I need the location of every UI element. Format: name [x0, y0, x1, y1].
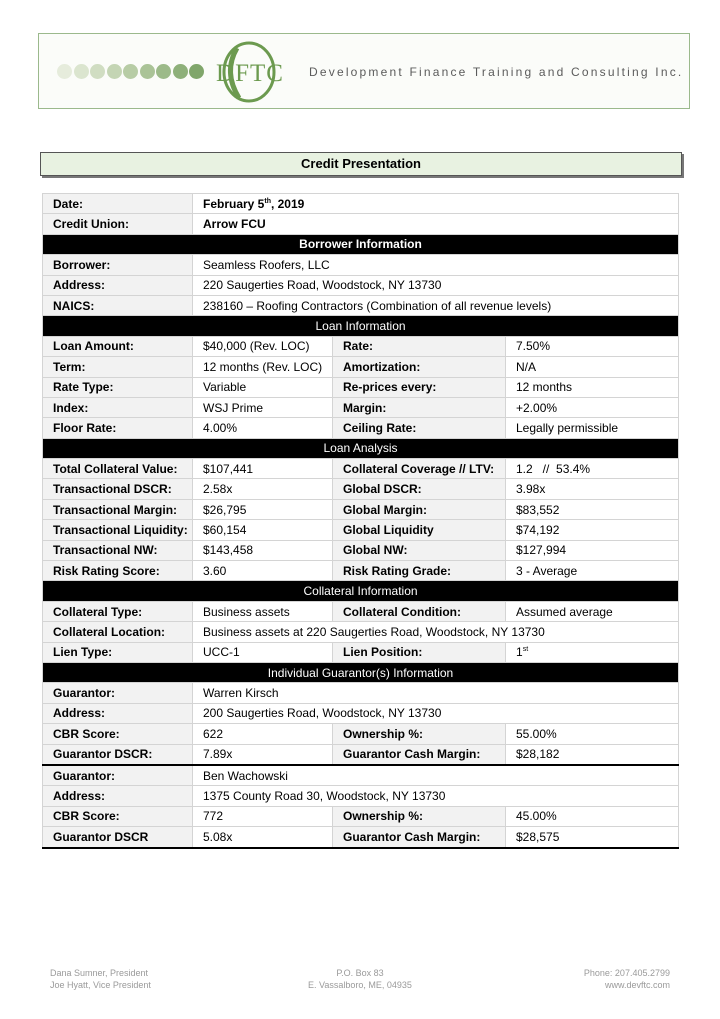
logo-text: DFTC: [216, 60, 284, 87]
table-row: [43, 255, 679, 275]
table-row: [43, 827, 679, 848]
guarantor-address-label: Address:: [43, 786, 193, 806]
ownership-value: 55.00%: [506, 724, 679, 744]
collateral-location-label: Collateral Location:: [43, 622, 193, 642]
footer-center: [300, 967, 420, 991]
guarantor-dscr-value: 7.89x: [193, 744, 333, 765]
decorative-dot: [156, 64, 171, 79]
collateral-heading: Collateral Information: [43, 581, 679, 601]
cell-value: $107,441: [193, 459, 333, 479]
letterhead: [38, 33, 690, 109]
collateral-condition-label: Collateral Condition:: [333, 601, 506, 621]
cell-label: Term:: [43, 357, 193, 377]
cell-label: Global DSCR:: [333, 479, 506, 499]
footer-left: [50, 967, 151, 991]
cell-label: Floor Rate:: [43, 418, 193, 438]
guarantor-address-label: Address:: [43, 703, 193, 723]
lien-position-value: 1st: [506, 642, 679, 662]
footer-phone: Phone: 207.405.2799: [583, 968, 670, 978]
guarantor-margin-value: $28,182: [506, 744, 679, 765]
table-row: [43, 806, 679, 826]
guarantor-value: Warren Kirsch: [193, 683, 679, 703]
cell-label: Transactional DSCR:: [43, 479, 193, 499]
cell-value: $26,795: [193, 499, 333, 519]
table-row: [43, 724, 679, 744]
cell-value: 4.00%: [193, 418, 333, 438]
cell-label: Margin:: [333, 397, 506, 417]
cell-label: Global Margin:: [333, 499, 506, 519]
cell-label: Transactional Liquidity:: [43, 520, 193, 540]
table-row: [43, 336, 679, 356]
table-row: [43, 357, 679, 377]
table-row: [43, 744, 679, 765]
ownership-value: 45.00%: [506, 806, 679, 826]
lien-type-label: Lien Type:: [43, 642, 193, 662]
cell-value: +2.00%: [506, 397, 679, 417]
guarantor-label: Guarantor:: [43, 765, 193, 786]
table-row: [43, 479, 679, 499]
cell-label: Global Liquidity: [333, 520, 506, 540]
guarantor-margin-label: Guarantor Cash Margin:: [333, 744, 506, 765]
cell-label: Global NW:: [333, 540, 506, 560]
ownership-label: Ownership %:: [333, 724, 506, 744]
dftc-logo-icon: [209, 40, 291, 104]
table-row: [43, 295, 679, 315]
cell-value: 12 months (Rev. LOC): [193, 357, 333, 377]
cell-label: Rate:: [333, 336, 506, 356]
decorative-dot: [173, 64, 188, 79]
loan-analysis-heading: Loan Analysis: [43, 438, 679, 458]
table-row: [43, 765, 679, 786]
address-value: 220 Saugerties Road, Woodstock, NY 13730: [193, 275, 679, 295]
table-row: [43, 786, 679, 806]
borrower-heading: Borrower Information: [43, 234, 679, 254]
lien-type-value: UCC-1: [193, 642, 333, 662]
decorative-dot: [123, 64, 138, 79]
cell-label: Risk Rating Grade:: [333, 561, 506, 581]
borrower-label: Borrower:: [43, 255, 193, 275]
table-row: [43, 540, 679, 560]
footer-right: [584, 967, 670, 991]
cell-value: 3 - Average: [506, 561, 679, 581]
cell-label: Re-prices every:: [333, 377, 506, 397]
table-row: [43, 377, 679, 397]
cell-value: Variable: [193, 377, 333, 397]
cbr-label: CBR Score:: [43, 806, 193, 826]
cell-value: $143,458: [193, 540, 333, 560]
table-row: [43, 194, 679, 214]
cell-value: 7.50%: [506, 336, 679, 356]
guarantor-address-value: 200 Saugerties Road, Woodstock, NY 13730: [193, 703, 679, 723]
cell-label: Total Collateral Value:: [43, 459, 193, 479]
cell-label: Transactional Margin:: [43, 499, 193, 519]
cell-label: Collateral Coverage // LTV:: [333, 459, 506, 479]
section-header: [43, 438, 679, 458]
date-value: February 5th, 2019: [193, 194, 679, 214]
cell-label: Transactional NW:: [43, 540, 193, 560]
cell-label: Loan Amount:: [43, 336, 193, 356]
naics-label: NAICS:: [43, 295, 193, 315]
cell-value: $60,154: [193, 520, 333, 540]
section-header: [43, 234, 679, 254]
guarantor-dscr-label: Guarantor DSCR:: [43, 744, 193, 765]
cell-value: $83,552: [506, 499, 679, 519]
cell-value: 12 months: [506, 377, 679, 397]
credit-union-label: Credit Union:: [43, 214, 193, 234]
company-tagline: Development Finance Training and Consulting Inc.: [309, 65, 684, 79]
cell-label: Amortization:: [333, 357, 506, 377]
footer-po-box: P.O. Box 83: [336, 968, 384, 978]
table-row: [43, 601, 679, 621]
borrower-value: Seamless Roofers, LLC: [193, 255, 679, 275]
cbr-value: 772: [193, 806, 333, 826]
decorative-dot: [90, 64, 105, 79]
table-row: [43, 683, 679, 703]
table-row: [43, 520, 679, 540]
cbr-label: CBR Score:: [43, 724, 193, 744]
footer-city: E. Vassalboro, ME, 04935: [308, 980, 412, 990]
section-header: [43, 316, 679, 336]
table-row: [43, 418, 679, 438]
cell-label: Rate Type:: [43, 377, 193, 397]
cell-value: 3.98x: [506, 479, 679, 499]
cell-value: Legally permissible: [506, 418, 679, 438]
date-label: Date:: [43, 194, 193, 214]
decorative-dot: [57, 64, 72, 79]
section-header: [43, 662, 679, 682]
collateral-type-label: Collateral Type:: [43, 601, 193, 621]
guarantor-margin-value: $28,575: [506, 827, 679, 848]
table-row: [43, 459, 679, 479]
cbr-value: 622: [193, 724, 333, 744]
decorative-dot: [74, 64, 89, 79]
cell-value: $127,994: [506, 540, 679, 560]
page-title: Credit Presentation: [40, 152, 682, 176]
cell-value: 2.58x: [193, 479, 333, 499]
cell-value: 3.60: [193, 561, 333, 581]
section-header: [43, 581, 679, 601]
collateral-type-value: Business assets: [193, 601, 333, 621]
cell-label: Index:: [43, 397, 193, 417]
table-row: [43, 275, 679, 295]
cell-value: $74,192: [506, 520, 679, 540]
cell-value: $40,000 (Rev. LOC): [193, 336, 333, 356]
table-row: [43, 622, 679, 642]
decorative-dot: [107, 64, 122, 79]
guarantor-address-value: 1375 County Road 30, Woodstock, NY 13730: [193, 786, 679, 806]
table-row: [43, 499, 679, 519]
footer-website[interactable]: www.devftc.com: [604, 980, 670, 990]
cell-value: 1.2 // 53.4%: [506, 459, 679, 479]
table-row: [43, 397, 679, 417]
cell-label: Ceiling Rate:: [333, 418, 506, 438]
decorative-dot: [140, 64, 155, 79]
guarantor-value: Ben Wachowski: [193, 765, 679, 786]
guarantor-dscr-label: Guarantor DSCR: [43, 827, 193, 848]
collateral-condition-value: Assumed average: [506, 601, 679, 621]
table-row: [43, 561, 679, 581]
ownership-label: Ownership %:: [333, 806, 506, 826]
lien-position-label: Lien Position:: [333, 642, 506, 662]
cell-value: WSJ Prime: [193, 397, 333, 417]
guarantor-heading: Individual Guarantor(s) Information: [43, 662, 679, 682]
credit-union-value: Arrow FCU: [193, 214, 679, 234]
credit-table: [42, 193, 679, 849]
table-row: [43, 703, 679, 723]
cell-value: N/A: [506, 357, 679, 377]
naics-value: 238160 – Roofing Contractors (Combination of all revenue levels): [193, 295, 679, 315]
address-label: Address:: [43, 275, 193, 295]
footer-vice-president: Joe Hyatt, Vice President: [50, 980, 151, 990]
loan-info-heading: Loan Information: [43, 316, 679, 336]
cell-label: Risk Rating Score:: [43, 561, 193, 581]
guarantor-dscr-value: 5.08x: [193, 827, 333, 848]
collateral-location-value: Business assets at 220 Saugerties Road, Woodstock, NY 13730: [193, 622, 679, 642]
guarantor-label: Guarantor:: [43, 683, 193, 703]
guarantor-margin-label: Guarantor Cash Margin:: [333, 827, 506, 848]
table-row: [43, 642, 679, 662]
table-row: [43, 214, 679, 234]
decorative-dot: [189, 64, 204, 79]
footer-president: Dana Sumner, President: [50, 968, 149, 978]
